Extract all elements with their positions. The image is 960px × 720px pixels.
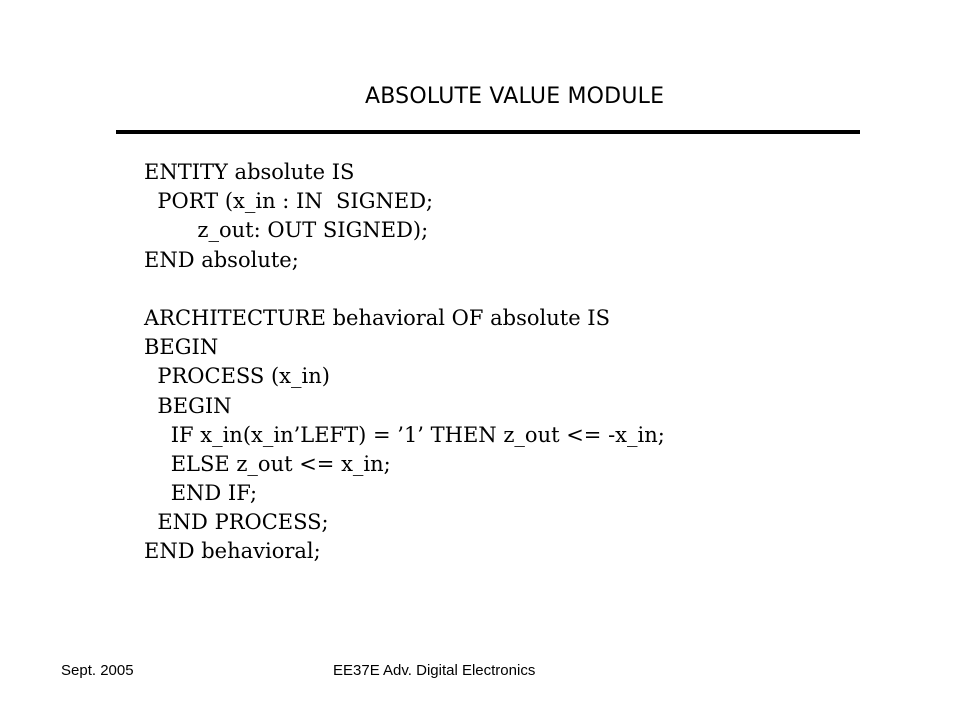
code-line: PORT (x_in : IN SIGNED; <box>144 189 434 214</box>
footer-date: Sept. 2005 <box>61 662 134 679</box>
code-line: z_out: OUT SIGNED); <box>144 218 429 243</box>
vhdl-code-block <box>144 158 665 567</box>
code-line: END PROCESS; <box>144 510 329 535</box>
code-line: END IF; <box>144 481 258 506</box>
code-line: ELSE z_out <= x_in; <box>144 451 391 476</box>
slide-title: ABSOLUTE VALUE MODULE <box>365 84 665 109</box>
code-line: BEGIN <box>144 335 219 360</box>
title-divider <box>116 130 860 134</box>
code-line <box>144 275 665 304</box>
code-line: ARCHITECTURE behavioral OF absolute IS <box>144 305 610 330</box>
code-line: END behavioral; <box>144 539 321 564</box>
code-line: ENTITY absolute IS <box>144 160 355 184</box>
footer-course: EE37E Adv. Digital Electronics <box>333 662 536 679</box>
code-line: IF x_in(x_in’LEFT) = ’1’ THEN z_out <= -x_in; <box>144 422 665 447</box>
code-line: END absolute; <box>144 247 299 272</box>
code-line: BEGIN <box>144 393 232 418</box>
code-line: PROCESS (x_in) <box>144 364 330 389</box>
